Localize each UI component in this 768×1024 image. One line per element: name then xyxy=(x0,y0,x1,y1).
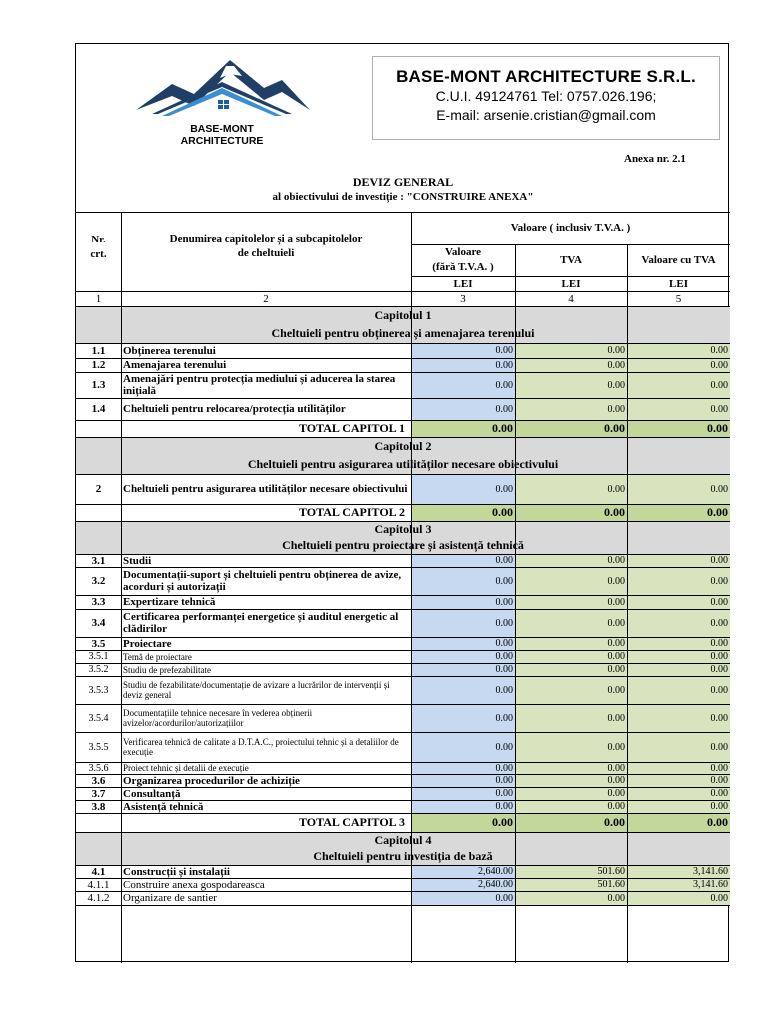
row-value: 2,640.00 xyxy=(478,866,513,877)
row-with-tva: 0.00 xyxy=(710,762,728,774)
chapter-title: Capitolul 1 xyxy=(374,307,432,322)
row-with-tva: 0.00 xyxy=(710,483,728,495)
total-with-tva: 0.00 xyxy=(707,815,728,829)
grid-line xyxy=(515,244,516,963)
row-number: 3.5.5 xyxy=(88,741,109,753)
row-with-tva: 0.00 xyxy=(710,684,728,696)
row-with-tva: 0.00 xyxy=(710,638,728,649)
row-description: Documentații-suport și cheltuieli pentru obținerea de avize, acorduri și autorizații xyxy=(123,569,402,593)
column-index: 2 xyxy=(263,292,269,305)
row-with-tva: 0.00 xyxy=(710,359,728,371)
total-value: 0.00 xyxy=(492,421,513,435)
chapter-subtitle: Cheltuieli pentru investiția de bază xyxy=(313,849,493,864)
row-with-tva: 0.00 xyxy=(710,664,728,675)
header-tva: TVA xyxy=(560,254,582,266)
header-value-line1: Valoare xyxy=(444,245,482,258)
row-number: 1.2 xyxy=(91,359,106,371)
row-number: 3.5.3 xyxy=(88,684,109,696)
row-number: 3.5 xyxy=(91,637,106,650)
row-value: 0.00 xyxy=(495,555,513,566)
header-name-line1: Denumirea capitolelor și a subcapitolelor xyxy=(169,233,363,245)
row-description: Cheltuieli pentru relocarea/protecția utilităților xyxy=(123,403,346,415)
row-with-tva: 0.00 xyxy=(710,892,728,904)
grid-line xyxy=(121,212,122,963)
row-value: 0.00 xyxy=(495,775,513,786)
row-number: 3.5.1 xyxy=(88,651,109,662)
total-with-tva: 0.00 xyxy=(707,505,728,519)
row-number: 3.4 xyxy=(91,617,106,629)
total-tva: 0.00 xyxy=(604,421,625,435)
company-cui-phone: C.U.I. 49124761 Tel: 0757.026.196; xyxy=(435,88,657,104)
logo-line-2: ARCHITECTURE xyxy=(180,135,264,147)
header-crt: crt. xyxy=(90,248,107,260)
row-tva: 0.00 xyxy=(607,788,625,799)
row-description: Asistență tehnică xyxy=(123,800,204,813)
row-number: 3.3 xyxy=(91,596,106,608)
column-index: 3 xyxy=(460,292,466,305)
header-unit: LEI xyxy=(561,277,581,290)
row-with-tva: 0.00 xyxy=(710,712,728,724)
chapter-title: Capitolul 2 xyxy=(374,438,432,453)
chapter-total-label: TOTAL CAPITOL 3 xyxy=(298,815,405,829)
chapter-total-label: TOTAL CAPITOL 2 xyxy=(298,505,405,519)
total-value: 0.00 xyxy=(492,815,513,829)
column-index: 4 xyxy=(568,292,574,305)
row-value: 0.00 xyxy=(495,359,513,371)
row-number: 2 xyxy=(95,483,102,495)
row-description: Organizarea procedurilor de achiziție xyxy=(123,774,300,787)
row-with-tva: 0.00 xyxy=(710,403,728,415)
deviz-sheet xyxy=(75,43,729,962)
row-tva: 501.60 xyxy=(597,879,625,890)
row-number: 3.7 xyxy=(91,787,106,800)
row-number: 3.5.2 xyxy=(88,664,109,675)
row-description: Obținerea terenului xyxy=(123,344,216,357)
row-value: 0.00 xyxy=(495,483,513,495)
row-value: 0.00 xyxy=(495,741,513,753)
row-tva: 0.00 xyxy=(607,741,625,753)
row-description: Expertizare tehnică xyxy=(123,596,216,608)
header-unit: LEI xyxy=(453,277,473,290)
row-with-tva: 0.00 xyxy=(710,596,728,608)
row-tva: 0.00 xyxy=(607,345,625,356)
chapter-subtitle: Cheltuieli pentru obținerea și amenajarea terenului xyxy=(271,326,535,341)
row-value: 2,640.00 xyxy=(478,879,513,890)
row-description: Studiu de fezabilitate/documentație de avizare a lucrărilor de intervenții și deviz general xyxy=(123,680,390,700)
row-number: 4.1.2 xyxy=(87,892,110,904)
row-description: Amenajări pentru protecția mediului și aducerea la starea inițială xyxy=(123,373,396,397)
row-value: 0.00 xyxy=(495,801,513,812)
row-value: 0.00 xyxy=(495,617,513,629)
row-description: Studiu de prefezabilitate xyxy=(123,664,211,675)
row-tva: 0.00 xyxy=(607,359,625,371)
row-number: 3.5.6 xyxy=(88,762,109,774)
row-description: Proiect tehnic și detalii de execuție xyxy=(123,763,249,773)
column-index: 5 xyxy=(675,292,682,305)
row-tva: 0.00 xyxy=(607,379,625,391)
row-tva: 0.00 xyxy=(607,651,625,662)
header-name-line2: de cheltuieli xyxy=(237,247,295,259)
row-value: 0.00 xyxy=(495,596,513,608)
budget-table xyxy=(76,44,730,963)
row-description: Documentațiile tehnice necesare în vederea obținerii avizelor/acordurilor/autorizațiilor xyxy=(123,708,313,728)
row-value: 0.00 xyxy=(495,892,513,904)
row-tva: 0.00 xyxy=(607,555,625,566)
row-description: Consultanță xyxy=(123,787,181,800)
chapter-subtitle: Cheltuieli pentru proiectare și asistență tehnică xyxy=(282,538,524,553)
row-number: 3.2 xyxy=(91,575,106,587)
row-description: Verificarea tehnică de calitate a D.T.A.C., proiectului tehnic și a detaliilor de execuție xyxy=(123,737,399,757)
row-with-tva: 0.00 xyxy=(710,345,728,356)
annex-number: Anexa nr. 2.1 xyxy=(624,153,686,165)
column-index: 1 xyxy=(95,292,102,305)
row-number: 3.8 xyxy=(91,800,106,813)
grid-line xyxy=(411,212,412,963)
row-with-tva: 0.00 xyxy=(710,801,728,812)
row-number: 1.4 xyxy=(91,403,106,415)
row-value: 0.00 xyxy=(495,403,513,415)
row-number: 1.1 xyxy=(91,344,106,357)
row-with-tva: 3,141.60 xyxy=(693,866,728,877)
row-description: Studii xyxy=(123,554,152,567)
header-value-group: Valoare ( inclusiv T.V.A. ) xyxy=(510,222,631,234)
row-with-tva: 0.00 xyxy=(710,788,728,799)
row-with-tva: 0.00 xyxy=(710,617,728,629)
row-tva: 0.00 xyxy=(607,684,625,696)
row-number: 4.1.1 xyxy=(87,878,110,891)
row-value: 0.00 xyxy=(495,788,513,799)
row-number: 1.3 xyxy=(91,379,106,391)
chapter-subtitle: Cheltuieli pentru asigurarea utilităților necesare obiectivului xyxy=(247,457,559,472)
row-value: 0.00 xyxy=(495,712,513,724)
chapter-title: Capitolul 4 xyxy=(374,832,432,847)
row-tva: 0.00 xyxy=(607,483,625,495)
row-tva: 0.00 xyxy=(607,617,625,629)
row-value: 0.00 xyxy=(495,638,513,649)
total-tva: 0.00 xyxy=(604,815,625,829)
row-value: 0.00 xyxy=(495,684,513,696)
row-with-tva: 0.00 xyxy=(710,555,728,566)
row-tva: 0.00 xyxy=(607,638,625,649)
row-description: Temă de proiectare xyxy=(123,651,192,662)
row-description: Organizare de santier xyxy=(123,892,217,904)
row-description: Cheltuieli pentru asigurarea utilităților necesare obiectivului xyxy=(123,483,408,495)
row-number: 4.1 xyxy=(91,865,106,878)
row-tva: 0.00 xyxy=(607,664,625,675)
row-value: 0.00 xyxy=(495,575,513,587)
row-value: 0.00 xyxy=(495,762,513,774)
row-tva: 0.00 xyxy=(607,403,625,415)
row-value: 0.00 xyxy=(495,651,513,662)
document-subtitle: al obiectivului de investiție : "CONSTRUIRE ANEXA" xyxy=(272,191,534,203)
row-description: Proiectare xyxy=(123,637,172,650)
row-tva: 501.60 xyxy=(597,866,625,877)
row-tva: 0.00 xyxy=(607,712,625,724)
header-value-line2: (fără T.V.A. ) xyxy=(432,261,494,273)
row-value: 0.00 xyxy=(495,345,513,356)
grid-line xyxy=(76,905,730,906)
row-tva: 0.00 xyxy=(607,596,625,608)
company-email: E-mail: arsenie.cristian@gmail.com xyxy=(436,107,656,123)
row-description: Construcții și instalații xyxy=(123,865,230,878)
row-value: 0.00 xyxy=(495,664,513,675)
company-name: BASE-MONT ARCHITECTURE S.R.L. xyxy=(396,67,696,86)
row-tva: 0.00 xyxy=(607,762,625,774)
row-with-tva: 0.00 xyxy=(710,379,728,391)
total-value: 0.00 xyxy=(492,505,513,519)
total-with-tva: 0.00 xyxy=(707,421,728,435)
row-with-tva: 0.00 xyxy=(710,651,728,662)
total-tva: 0.00 xyxy=(604,505,625,519)
logo-line-1: BASE-MONT xyxy=(190,123,254,135)
row-with-tva: 3,141.60 xyxy=(693,879,728,890)
row-number: 3.5.4 xyxy=(88,712,109,724)
chapter-total-label: TOTAL CAPITOL 1 xyxy=(298,421,405,435)
row-description: Construire anexa gospodareasca xyxy=(123,878,265,891)
row-number: 3.6 xyxy=(91,774,106,787)
row-number: 3.1 xyxy=(91,554,106,567)
header-unit: LEI xyxy=(669,277,688,290)
row-tva: 0.00 xyxy=(607,575,625,587)
row-description: Amenajarea terenului xyxy=(123,359,227,371)
grid-line xyxy=(627,244,628,963)
row-value: 0.00 xyxy=(495,379,513,391)
header-with-tva: Valoare cu TVA xyxy=(641,254,716,266)
chapter-title: Capitolul 3 xyxy=(374,521,432,536)
row-with-tva: 0.00 xyxy=(710,775,728,786)
row-with-tva: 0.00 xyxy=(710,741,728,753)
row-with-tva: 0.00 xyxy=(710,575,728,587)
row-tva: 0.00 xyxy=(607,775,625,786)
row-tva: 0.00 xyxy=(607,892,625,904)
document-title: DEVIZ GENERAL xyxy=(352,175,454,189)
header-nr: Nr. xyxy=(91,234,106,242)
row-description: Certificarea performanței energetice și auditul energetic al clădirilor xyxy=(123,611,399,635)
row-tva: 0.00 xyxy=(607,801,625,812)
